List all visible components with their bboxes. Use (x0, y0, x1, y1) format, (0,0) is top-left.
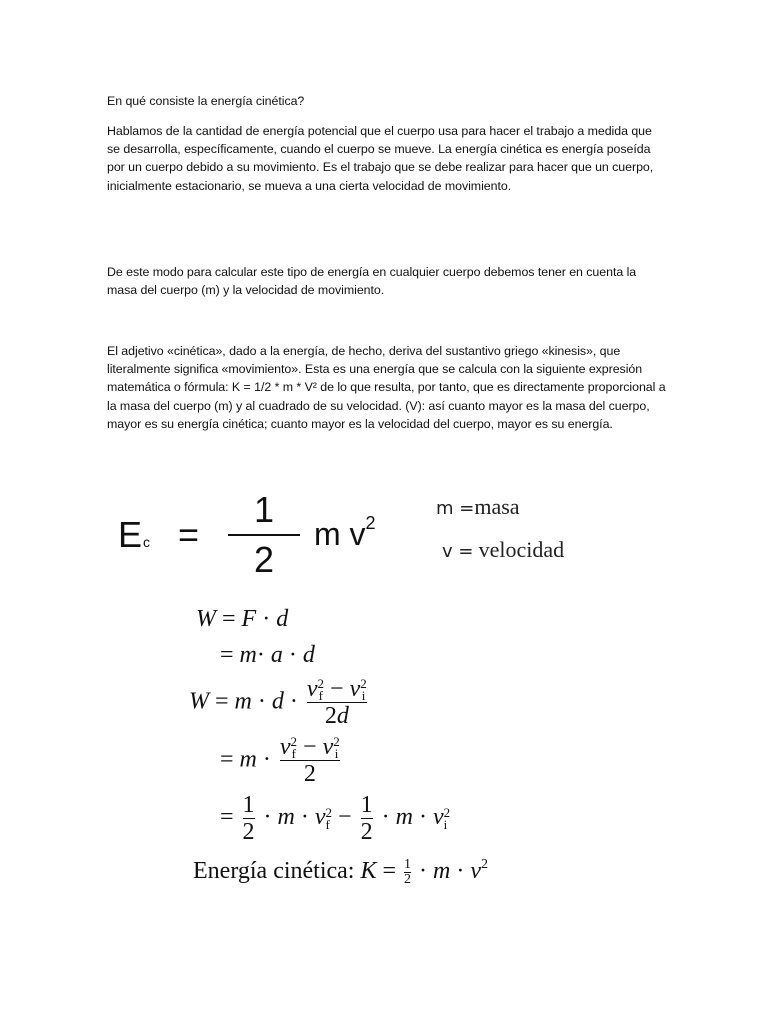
formula-energy-symbol: Ec (118, 514, 151, 555)
formula-mass-velocity: m $v^2$ (314, 513, 376, 552)
formula-fraction-bar (228, 534, 300, 536)
final-label: Energía cinética: (193, 858, 355, 884)
formula-numerator: 1 (253, 489, 275, 530)
kinetic-energy-formula (118, 490, 418, 590)
formula-fraction (228, 490, 300, 580)
derivation-line-5: = $\frac{1}{2}$ · m · v 2 f − $\frac{1}{2}$ · m · v 2 i (220, 792, 451, 845)
legend-velocity: v = velocidad (442, 537, 565, 562)
legend-mass: m =masa (436, 494, 520, 519)
question-heading: En qué consiste la energía cinética? (107, 94, 305, 108)
derivation-final: Energía cinética: K = $\frac{1}{2}$ · $m \cdot v^2$ (193, 856, 489, 887)
paragraph-definition: Hablamos de la cantidad de energía potencial que el cuerpo usa para hacer el trabajo a medida que se desarrolla, específicamente, cuando el cuerpo se mueve. La energía cinética es energía poseída por un cuerpo debido a su movimiento. Es el trabajo que se debe realizar para hacer que un cuerpo, inicialmente estacionario, se mueva a una cierta velocidad de movimiento. (107, 124, 654, 193)
paragraph-etymology: El adjetivo «cinética», dado a la energía, de hecho, deriva del sustantivo griego «kinesis», que literalmente significa «movimiento». Esta es una energía que se calcula con la siguiente expresión matemática o fórmula: K = 1/2 * m * V² de lo que resulta, por tanto, que es directamente proporcional a la masa del cuerpo (m) y al cuadrado de su velocidad. (V): así cuanto mayor es la masa del cuerpo, mayor es su energía cinética; cuanto mayor es la velocidad del cuerpo, mayor es su energía. (107, 344, 666, 431)
derivation-line-1: W = F · d (196, 606, 289, 632)
derivation-line-4: = m · v 2 f − v 2 i 2 (220, 734, 340, 788)
formula-denominator: 2 (253, 539, 275, 580)
paragraph-calculation: De este modo para calcular este tipo de energía en cualquier cuerpo debemos tener en cuenta la masa del cuerpo (m) y la velocidad de movimiento. (107, 265, 637, 298)
derivation-line-2: = m· a · d (220, 642, 315, 668)
derivation-line-3: W = m · d · v 2 f − v 2 i 2d (189, 676, 367, 730)
formula-equals: = (178, 514, 200, 555)
